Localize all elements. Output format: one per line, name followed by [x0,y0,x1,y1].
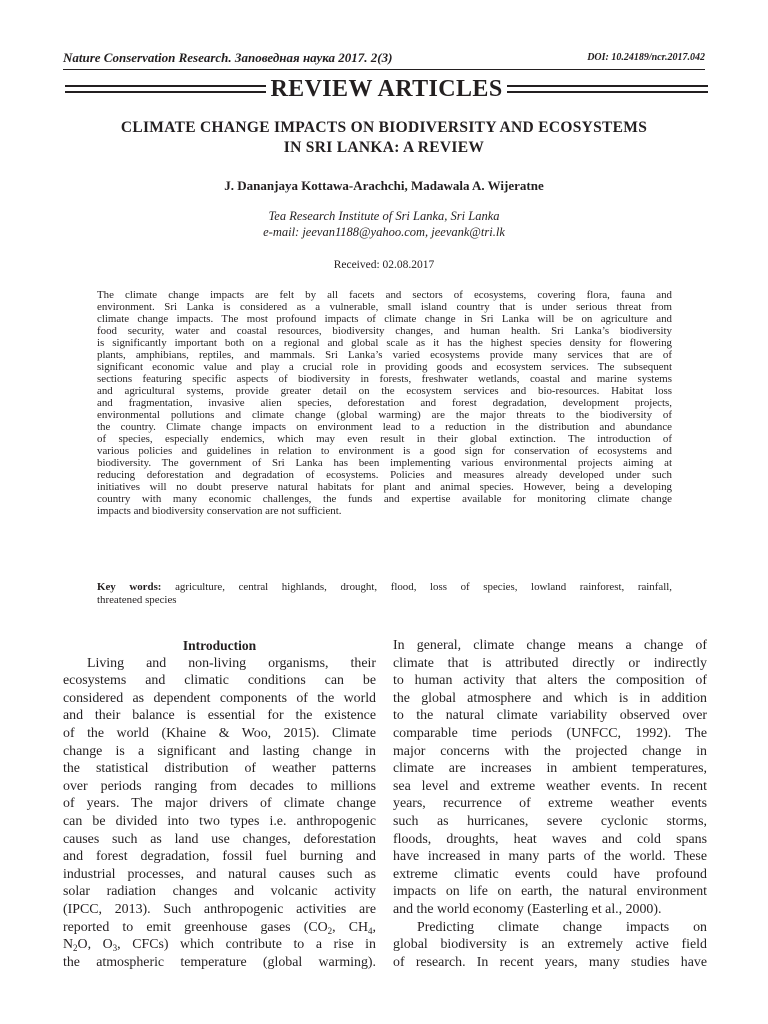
body-line: extreme climatic events could have profound [393,866,707,882]
section-heading-introduction: Introduction [182,638,257,653]
abstract-line: is significantly important both on a regional and global scale as it has the highest species density for flowering [97,337,672,349]
journal-header: Nature Conservation Research. Заповедная наука 2017. 2(3) [63,50,393,65]
body-line-chem [63,919,376,937]
section-label: REVIEW ARTICLES [270,76,503,102]
body-line: In general, climate change means a change of [393,638,707,653]
title-line: IN SRI LANKA: A REVIEW [283,139,485,156]
title-line: CLIMATE CHANGE IMPACTS ON BIODIVERSITY AND ECOSYSTEMS [120,119,648,136]
chem-text: O, O [77,937,113,953]
body-line: climate are increases in ambient temperatures, [393,761,707,777]
affiliation: Tea Research Institute of Sri Lanka, Sri Lanka [268,209,500,223]
body-line: the global atmosphere and which is in addition [393,690,707,706]
body-line: of the world (Khaine & Woo, 2015). Climate [63,725,376,741]
body-line: impacts on life on earth, the natural environment [393,884,707,900]
body-line: Living and non-living organisms, their [87,655,376,671]
left-double-rule [65,85,266,93]
body-line: causes such as land use changes, deforestation [63,831,376,847]
body-line: and the world economy (Easterling et al., 2000). [393,901,662,917]
email: e-mail: jeevan1188@yahoo.com, jeevank@tri.lk [263,225,505,239]
body-line: major concerns with the projected change in [393,743,707,759]
body-line: over periods ranging from decades to millions [63,778,376,794]
body-line: industrial processes, and natural causes such as [63,866,376,882]
body-line: have increased in many parts of the world. These [393,849,707,865]
abstract-line: environment. Sri Lanka is considered as a vulnerable, small island country that is under serious threat from [97,301,672,313]
body-line: floods, droughts, heat waves and cold spans [393,831,707,847]
body-line: change is a significant and lasting change in [63,743,376,759]
body-line: and their balance is essential for the existence [63,708,376,724]
chem-subscript: 2 [73,943,78,954]
abstract [97,289,672,517]
body-line: to human activity that alters the composition of [393,673,707,689]
body-line: and forest degradation, fossil fuel burning and [63,849,376,865]
chem-subscript: 3 [112,943,118,954]
keywords-line [97,581,672,594]
body-line: of years. The major drivers of climate change [63,796,376,812]
body-line: to the natural climate variability observed over [393,708,707,724]
chem-text: , [372,919,376,935]
chem-text: reported to emit greenhouse gases (CO [63,919,328,935]
doi-header: DOI: 10.24189/ncr.2017.042 [587,52,705,63]
body-line: ecosystems and climatic conditions can be [63,673,376,689]
body-line: such as hurricanes, severe cyclonic storms, [393,813,707,829]
body-line: Predicting climate change impacts on [417,919,707,935]
right-double-rule [507,85,708,93]
keywords-text: agriculture, central highlands, drought, flood, loss of species, lowland rainforest, rainfall, [175,581,672,593]
body-line: global biodiversity is an extremely active field [393,937,707,953]
body-line: years, recurrence of extreme weather events [393,796,707,812]
body-line: (IPCC, 2013). Such anthropogenic activities are [63,901,376,917]
abstract-line: plants, amphibians, reptiles, and mammals. Sri Lanka’s varied ecosystems provide many services that are of [97,349,672,361]
authors: J. Dananjaya Kottawa-Arachchi, Madawala A. Wijeratne [224,178,544,193]
body-line: solar radiation changes and volcanic activity [63,884,376,900]
affiliation-block [60,208,708,240]
keywords-line: threatened species [97,594,177,606]
keywords [97,581,672,607]
abstract-line: The climate change impacts are felt by all facets and sectors of ecosystems, covering flora, fauna and [97,289,672,301]
abstract-line: significant economic value and play a crucial role in providing goods and ecosystem services. The subsequent [97,361,672,373]
body-line: climate that is attributed directly or indirectly [393,655,707,671]
chem-text: N [63,937,74,953]
right-column [393,637,707,971]
chem-text: , CH [332,919,369,935]
received-date: Received: 02.08.2017 [333,259,435,271]
chem-subscript: 2 [327,925,333,936]
body-line: the statistical distribution of weather patterns [63,761,376,777]
body-line: of research. In recent years, many studies have [393,954,707,970]
abstract-line: country with many economic challenges, the funds and expertise available for monitoring climate change [97,493,672,505]
body-line: can be divided into two types i.e. anthropogenic [63,813,376,829]
abstract-line: reducing deforestation and degradation of ecosystems. Policies and measures already developed under such [97,469,672,481]
body-line: the atmospheric temperature (global warming). [63,954,376,970]
abstract-line: environmental pollutions and climate change (global warming) are the major threats to the biodiversity of [97,409,672,421]
header-rule [63,69,705,70]
abstract-line: food security, water and coastal resources, biodiversity changes, and human health. Sri Lanka’s biodiversity [97,325,672,337]
abstract-line: and agricultural systems, provide greater detail on the ecosystem services and bio-resources. Habitat loss [97,385,672,397]
article-title [70,118,698,158]
abstract-line: the country. Climate change impacts on environment lead to a reduction in the distribution and abundance [97,421,672,433]
body-line: comparable time periods (UNFCC, 1992). The [393,725,707,741]
body-line: considered as dependent components of the world [63,690,376,706]
abstract-line: climate change impacts. The most profound impacts of climate change in Sri Lanka will be on agriculture and [97,313,672,325]
abstract-line: sections featuring specific aspects of biodiversity in forests, freshwater wetlands, coastal and marine systems [97,373,672,385]
body-line-chem [63,936,376,954]
keywords-label: Key words: [97,581,162,593]
section-band [65,74,708,104]
abstract-line: various policies and guidelines in relation to environment is a good sign for conservation of ecosystems and [97,445,672,457]
chem-subscript: 4 [368,925,373,936]
abstract-line: biodiversity. The government of Sri Lanka has been implementing various environmental projects aiming at [97,457,672,469]
abstract-line: initiatives will no doubt preserve natural habitats for plant and animal species. However, being a developing [97,481,672,493]
abstract-line: and fragmentation, invasive alien species, deforestation and forest degradation, development projects, [97,397,672,409]
body-line: sea level and extreme weather events. In recent [393,778,707,794]
left-column [63,637,376,971]
chem-text: , CFCs) which contribute to a rise in [117,937,376,953]
abstract-line: impacts and biodiversity conservation are not sufficient. [97,505,342,517]
abstract-line: of species, especially endemics, which may even result in their global extinction. The introduction of [97,433,672,445]
